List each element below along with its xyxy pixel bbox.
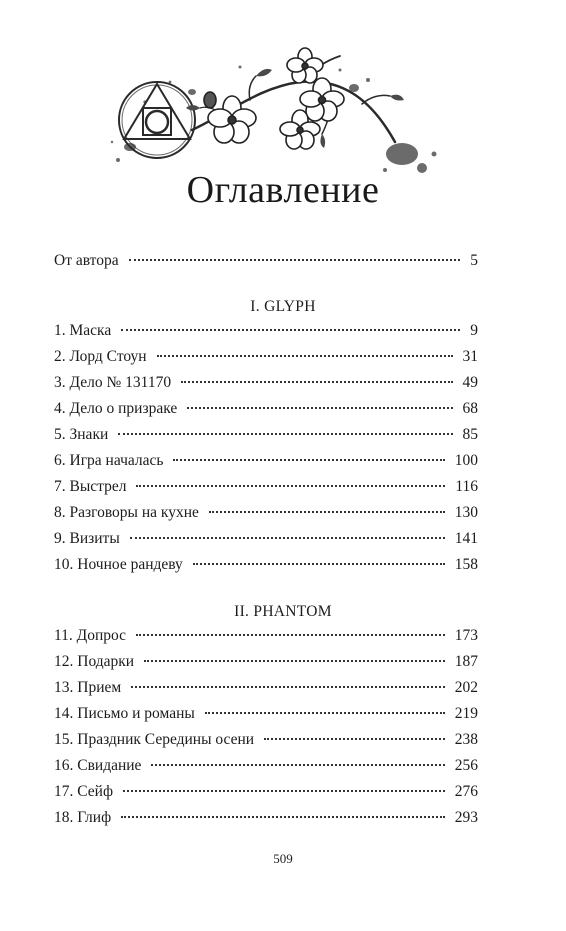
- part-heading: I. GLYPH: [250, 298, 316, 315]
- toc-entry-page: 238: [454, 731, 478, 748]
- toc-entry-label: 16. Свидание: [54, 757, 142, 774]
- toc-entry-label: 3. Дело № 131170: [54, 374, 172, 391]
- toc-entry-page: 293: [454, 809, 478, 826]
- dot-leader: [173, 458, 444, 461]
- toc-entry-page: 130: [454, 504, 478, 521]
- floral-sigil-illustration: [100, 42, 460, 187]
- dot-leader: [121, 815, 445, 818]
- page-number: 509: [273, 851, 293, 866]
- toc-entry[interactable]: [54, 651, 478, 673]
- toc-entry[interactable]: [54, 476, 478, 498]
- toc-entry-page: 85: [462, 426, 478, 443]
- toc-entry-label: 7. Выстрел: [54, 478, 127, 495]
- dot-leader: [118, 432, 452, 435]
- toc-entry[interactable]: [54, 450, 478, 472]
- toc-entry-page: 256: [454, 757, 478, 774]
- toc-entry-page: 5: [470, 252, 478, 269]
- toc-entry-page: 173: [454, 627, 478, 644]
- toc-entry[interactable]: [54, 528, 478, 550]
- toc-entry-label: 14. Письмо и романы: [54, 705, 195, 722]
- toc-entry[interactable]: [54, 372, 478, 394]
- dot-leader: [157, 354, 453, 357]
- dot-leader: [123, 789, 445, 792]
- toc-entry-preface[interactable]: [54, 250, 478, 272]
- toc-entry-page: 9: [470, 322, 478, 339]
- toc-entry[interactable]: [54, 625, 478, 647]
- page-title: Оглавление: [186, 169, 380, 211]
- toc-entry-label: 1. Маска: [54, 322, 112, 339]
- toc-entry[interactable]: [54, 346, 478, 368]
- toc-entry-page: 100: [454, 452, 478, 469]
- toc-entry[interactable]: [54, 502, 478, 524]
- toc-entry-label: 9. Визиты: [54, 530, 120, 547]
- toc-entry[interactable]: [54, 729, 478, 751]
- toc-entry-page: 158: [454, 556, 478, 573]
- toc-entry-label: От автора: [54, 252, 119, 269]
- dot-leader: [136, 633, 445, 636]
- toc-entry[interactable]: [54, 755, 478, 777]
- dot-leader: [130, 536, 445, 539]
- toc-entry-page: 116: [455, 478, 478, 495]
- dot-leader: [264, 737, 445, 740]
- toc-entry[interactable]: [54, 807, 478, 829]
- dot-leader: [187, 406, 452, 409]
- toc-entry-page: 187: [454, 653, 478, 670]
- toc-entry[interactable]: [54, 703, 478, 725]
- dot-leader: [193, 562, 445, 565]
- dot-leader: [129, 258, 461, 261]
- toc-entry[interactable]: [54, 424, 478, 446]
- dot-leader: [205, 711, 445, 714]
- toc-entry-label: 18. Глиф: [54, 809, 112, 826]
- toc-entry-page: 219: [454, 705, 478, 722]
- toc-entry[interactable]: [54, 781, 478, 803]
- toc-entry[interactable]: [54, 320, 478, 342]
- toc-entry-label: 6. Игра началась: [54, 452, 164, 469]
- toc-entry-label: 4. Дело о призраке: [54, 400, 178, 417]
- toc-entry-label: 2. Лорд Стоун: [54, 348, 147, 365]
- toc-entry-label: 15. Праздник Середины осени: [54, 731, 255, 748]
- toc-entry-page: 68: [462, 400, 478, 417]
- dot-leader: [181, 380, 452, 383]
- toc-entry-label: 10. Ночное рандеву: [54, 556, 183, 573]
- toc-entry[interactable]: [54, 398, 478, 420]
- toc-entry-label: 5. Знаки: [54, 426, 109, 443]
- part-heading: II. PHANTOM: [234, 603, 332, 620]
- dot-leader: [136, 484, 445, 487]
- dot-leader: [144, 659, 445, 662]
- toc-entry-page: 202: [454, 679, 478, 696]
- toc-entry-label: 11. Допрос: [54, 627, 127, 644]
- toc-entry-label: 13. Прием: [54, 679, 122, 696]
- dot-leader: [151, 763, 444, 766]
- dot-leader: [209, 510, 445, 513]
- toc-entry-page: 141: [454, 530, 478, 547]
- toc-entry-label: 12. Подарки: [54, 653, 135, 670]
- toc-entry-page: 49: [462, 374, 478, 391]
- toc-entry-page: 31: [462, 348, 478, 365]
- dot-leader: [131, 685, 445, 688]
- toc-entry[interactable]: [54, 554, 478, 576]
- dot-leader: [121, 328, 460, 331]
- toc-entry-page: 276: [454, 783, 478, 800]
- toc-entry[interactable]: [54, 677, 478, 699]
- toc-entry-label: 17. Сейф: [54, 783, 113, 800]
- toc-entry-label: 8. Разговоры на кухне: [54, 504, 199, 521]
